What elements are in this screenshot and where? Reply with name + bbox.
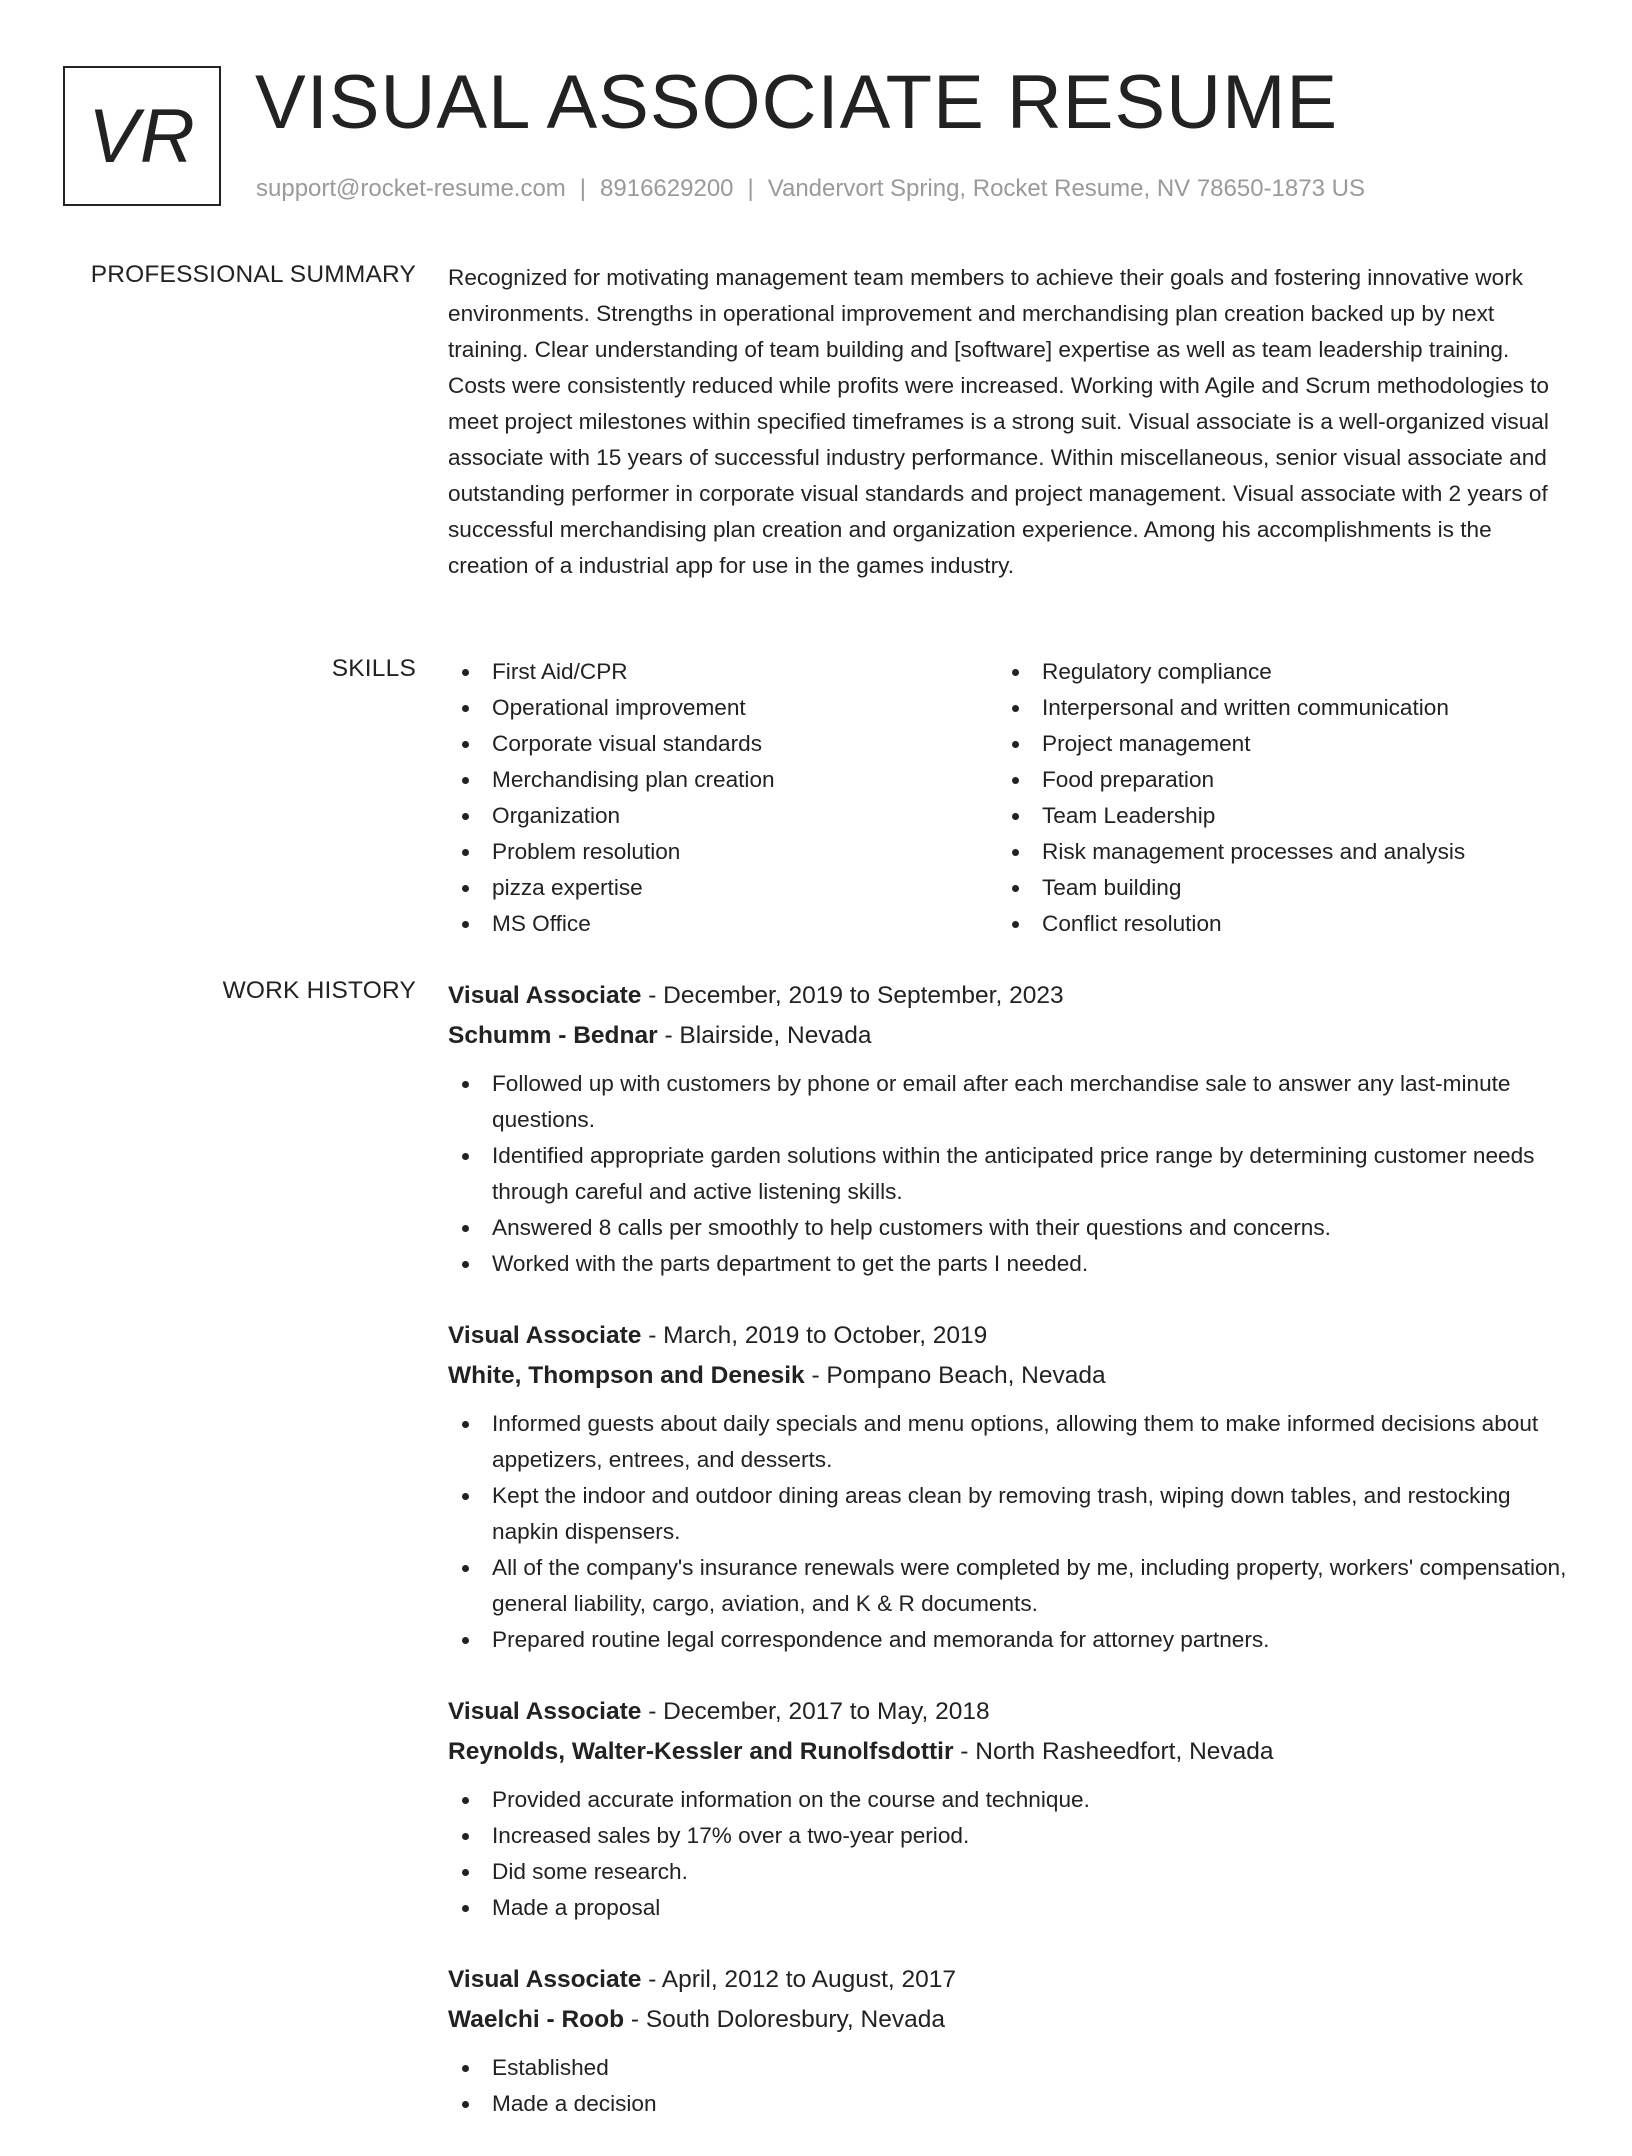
job-duty-text: Identified appropriate garden solutions within the anticipated price range by determining customer needs through careful and active listening skills.: [492, 1143, 1535, 1204]
job-company-line: [448, 1732, 1568, 1772]
job-title: Visual Associate: [448, 1322, 642, 1349]
skill-item: [448, 798, 998, 834]
skills-column-left: [448, 654, 998, 942]
job-duty: [448, 1066, 1568, 1138]
bullet-icon: [462, 1833, 469, 1840]
skill-item-text: Corporate visual standards: [492, 731, 763, 756]
job-title-line: [448, 1960, 1568, 2000]
bullet-icon: [462, 1869, 469, 1876]
skill-item: [448, 906, 998, 942]
bullet-icon: [462, 705, 469, 712]
bullet-icon: [462, 1797, 469, 1804]
bullet-icon: [462, 885, 469, 892]
skill-item-text: Operational improvement: [492, 695, 746, 720]
job-title: Visual Associate: [448, 982, 642, 1009]
job-duty: [448, 1246, 1568, 1282]
skill-item-text: Organization: [492, 803, 621, 828]
bullet-icon: [462, 849, 469, 856]
job-duty-text: Did some research.: [492, 1859, 688, 1884]
job-entry: [448, 1316, 1568, 1658]
skills-grid: [448, 654, 1568, 942]
skill-item: [998, 906, 1548, 942]
job-dates: - April, 2012 to August, 2017: [641, 1966, 957, 1993]
skill-item: [998, 834, 1548, 870]
skill-item: [998, 654, 1548, 690]
skill-item: [448, 654, 998, 690]
job-title-line: [448, 976, 1568, 1016]
job-company: Schumm - Bednar: [448, 1022, 658, 1049]
job-entry: [448, 1960, 1568, 2122]
bullet-icon: [462, 1261, 469, 1268]
skill-item-text: Project management: [1042, 731, 1251, 756]
monogram-initials: VR: [88, 93, 196, 179]
job-dates: - December, 2019 to September, 2023: [641, 982, 1064, 1009]
skill-item: [998, 726, 1548, 762]
job-duty: [448, 1550, 1568, 1622]
job-duty-text: Worked with the parts department to get the parts I needed.: [492, 1251, 1089, 1276]
bullet-icon: [462, 741, 469, 748]
job-duty-text: Provided accurate information on the course and technique.: [492, 1787, 1090, 1812]
contact-email: support@rocket-resume.com: [256, 175, 566, 202]
job-duty-text: All of the company's insurance renewals were completed by me, including property, workers' compensation, general liability, cargo, aviation, and K & R documents.: [492, 1555, 1567, 1616]
job-duty: [448, 1782, 1568, 1818]
bullet-icon: [462, 1493, 469, 1500]
contact-line: [256, 174, 1365, 204]
job-duty-text: Prepared routine legal correspondence and memoranda for attorney partners.: [492, 1627, 1270, 1652]
job-duty: [448, 1818, 1568, 1854]
bullet-icon: [462, 921, 469, 928]
job-duty-text: Answered 8 calls per smoothly to help customers with their questions and concerns.: [492, 1215, 1331, 1240]
skill-item-text: Team Leadership: [1042, 803, 1216, 828]
bullet-icon: [462, 813, 469, 820]
contact-separator: |: [579, 175, 587, 202]
job-duty-text: Made a proposal: [492, 1895, 661, 1920]
bullet-icon: [1012, 777, 1019, 784]
job-title-line: [448, 1692, 1568, 1732]
job-dates: - December, 2017 to May, 2018: [641, 1698, 990, 1725]
bullet-icon: [462, 1565, 469, 1572]
job-duty-text: Informed guests about daily specials and menu options, allowing them to make informed decisions about appetizers, entrees, and desserts.: [492, 1411, 1539, 1472]
job-duty: [448, 1138, 1568, 1210]
job-duty: [448, 1622, 1568, 1658]
bullet-icon: [462, 777, 469, 784]
job-entry: [448, 1692, 1568, 1926]
job-duties-list: [448, 1066, 1568, 1282]
job-location: - North Rasheedfort, Nevada: [953, 1738, 1274, 1765]
job-duty-text: Made a decision: [492, 2091, 657, 2116]
skill-item-text: Food preparation: [1042, 767, 1215, 792]
bullet-icon: [462, 1637, 469, 1644]
job-duties-list: [448, 1406, 1568, 1658]
skill-item-text: Team building: [1042, 875, 1182, 900]
job-company: White, Thompson and Denesik: [448, 1362, 805, 1389]
work-history-body: [448, 976, 1568, 2156]
monogram-box: [63, 66, 221, 206]
skill-item-text: Interpersonal and written communication: [1042, 695, 1449, 720]
bullet-icon: [462, 2101, 469, 2108]
bullet-icon: [462, 1153, 469, 1160]
job-duties-list: [448, 1782, 1568, 1926]
bullet-icon: [1012, 921, 1019, 928]
bullet-icon: [1012, 705, 1019, 712]
skill-item: [448, 690, 998, 726]
summary-body: [448, 260, 1568, 584]
job-title: Visual Associate: [448, 1698, 642, 1725]
bullet-icon: [1012, 849, 1019, 856]
bullet-icon: [462, 1225, 469, 1232]
job-title-line: [448, 1316, 1568, 1356]
bullet-icon: [1012, 813, 1019, 820]
skills-column-right: [998, 654, 1548, 942]
skill-item: [998, 690, 1548, 726]
job-company-line: [448, 1356, 1568, 1396]
contact-address: Vandervort Spring, Rocket Resume, NV 78650-1873 US: [767, 175, 1365, 202]
skill-item: [448, 834, 998, 870]
bullet-icon: [462, 669, 469, 676]
contact-separator: |: [747, 175, 754, 202]
skill-item: [998, 798, 1548, 834]
job-location: - South Doloresbury, Nevada: [624, 2006, 945, 2033]
job-duty-text: Followed up with customers by phone or email after each merchandise sale to answer any last-minute questions.: [492, 1071, 1511, 1132]
job-duty-text: Increased sales by 17% over a two-year period.: [492, 1823, 970, 1848]
skill-item-text: Conflict resolution: [1042, 911, 1222, 936]
skill-item-text: Merchandising plan creation: [492, 767, 775, 792]
job-duty: [448, 2050, 1568, 2086]
job-duty-text: Kept the indoor and outdoor dining areas clean by removing trash, wiping down tables, and restocking napkin dispensers.: [492, 1483, 1511, 1544]
resume-title: VISUAL ASSOCIATE RESUME: [255, 60, 1339, 145]
job-duty: [448, 1406, 1568, 1478]
job-company: Waelchi - Roob: [448, 2006, 625, 2033]
skill-item: [448, 762, 998, 798]
skill-item-text: Regulatory compliance: [1042, 659, 1272, 684]
bullet-icon: [462, 2065, 469, 2072]
job-entry: [448, 976, 1568, 1282]
job-duty: [448, 1890, 1568, 1926]
skill-item-text: MS Office: [492, 911, 591, 936]
skill-item: [998, 762, 1548, 798]
contact-phone: 8916629200: [600, 175, 734, 202]
job-location: - Pompano Beach, Nevada: [804, 1362, 1106, 1389]
skill-item: [448, 726, 998, 762]
skill-item: [448, 870, 998, 906]
job-company-line: [448, 2000, 1568, 2040]
job-title: Visual Associate: [448, 1966, 642, 1993]
job-company: Reynolds, Walter-Kessler and Runolfsdottir: [448, 1738, 954, 1765]
skill-item-text: Problem resolution: [492, 839, 681, 864]
job-duty-text: Established: [492, 2055, 609, 2080]
skills-heading: SKILLS: [331, 655, 416, 682]
skill-item: [998, 870, 1548, 906]
job-location: - Blairside, Nevada: [657, 1022, 872, 1049]
skill-item-text: First Aid/CPR: [492, 659, 628, 684]
job-dates: - March, 2019 to October, 2019: [641, 1322, 988, 1349]
job-duties-list: [448, 2050, 1568, 2122]
skill-item-text: pizza expertise: [492, 875, 643, 900]
bullet-icon: [1012, 885, 1019, 892]
job-duty: [448, 1854, 1568, 1890]
bullet-icon: [1012, 669, 1019, 676]
bullet-icon: [462, 1905, 469, 1912]
skills-body: [448, 654, 1568, 942]
bullet-icon: [462, 1421, 469, 1428]
summary-heading: PROFESSIONAL SUMMARY: [90, 261, 416, 288]
work-history-heading: WORK HISTORY: [222, 977, 416, 1004]
job-duty: [448, 1478, 1568, 1550]
summary-text: Recognized for motivating management team members to achieve their goals and fostering innovative work environments. Strengths in operational improvement and merchandising plan creation backed up by next training. Clear understanding of team building and [software] expertise as well as team leadership training. Costs were consistently reduced while profits were increased. Working with Agile and Scrum methodologies to meet project milestones within specified timeframes is a strong suit. Visual associate is a well-organized visual associate with 15 years of successful industry performance. Within miscellaneous, senior visual associate and outstanding performer in corporate visual standards and project management. Visual associate with 2 years of successful merchandising plan creation and organization experience. Among his accomplishments is the creation of a industrial app for use in the games industry.: [448, 265, 1549, 578]
skill-item-text: Risk management processes and analysis: [1042, 839, 1466, 864]
job-company-line: [448, 1016, 1568, 1056]
bullet-icon: [462, 1081, 469, 1088]
job-duty: [448, 1210, 1568, 1246]
job-duty: [448, 2086, 1568, 2122]
bullet-icon: [1012, 741, 1019, 748]
